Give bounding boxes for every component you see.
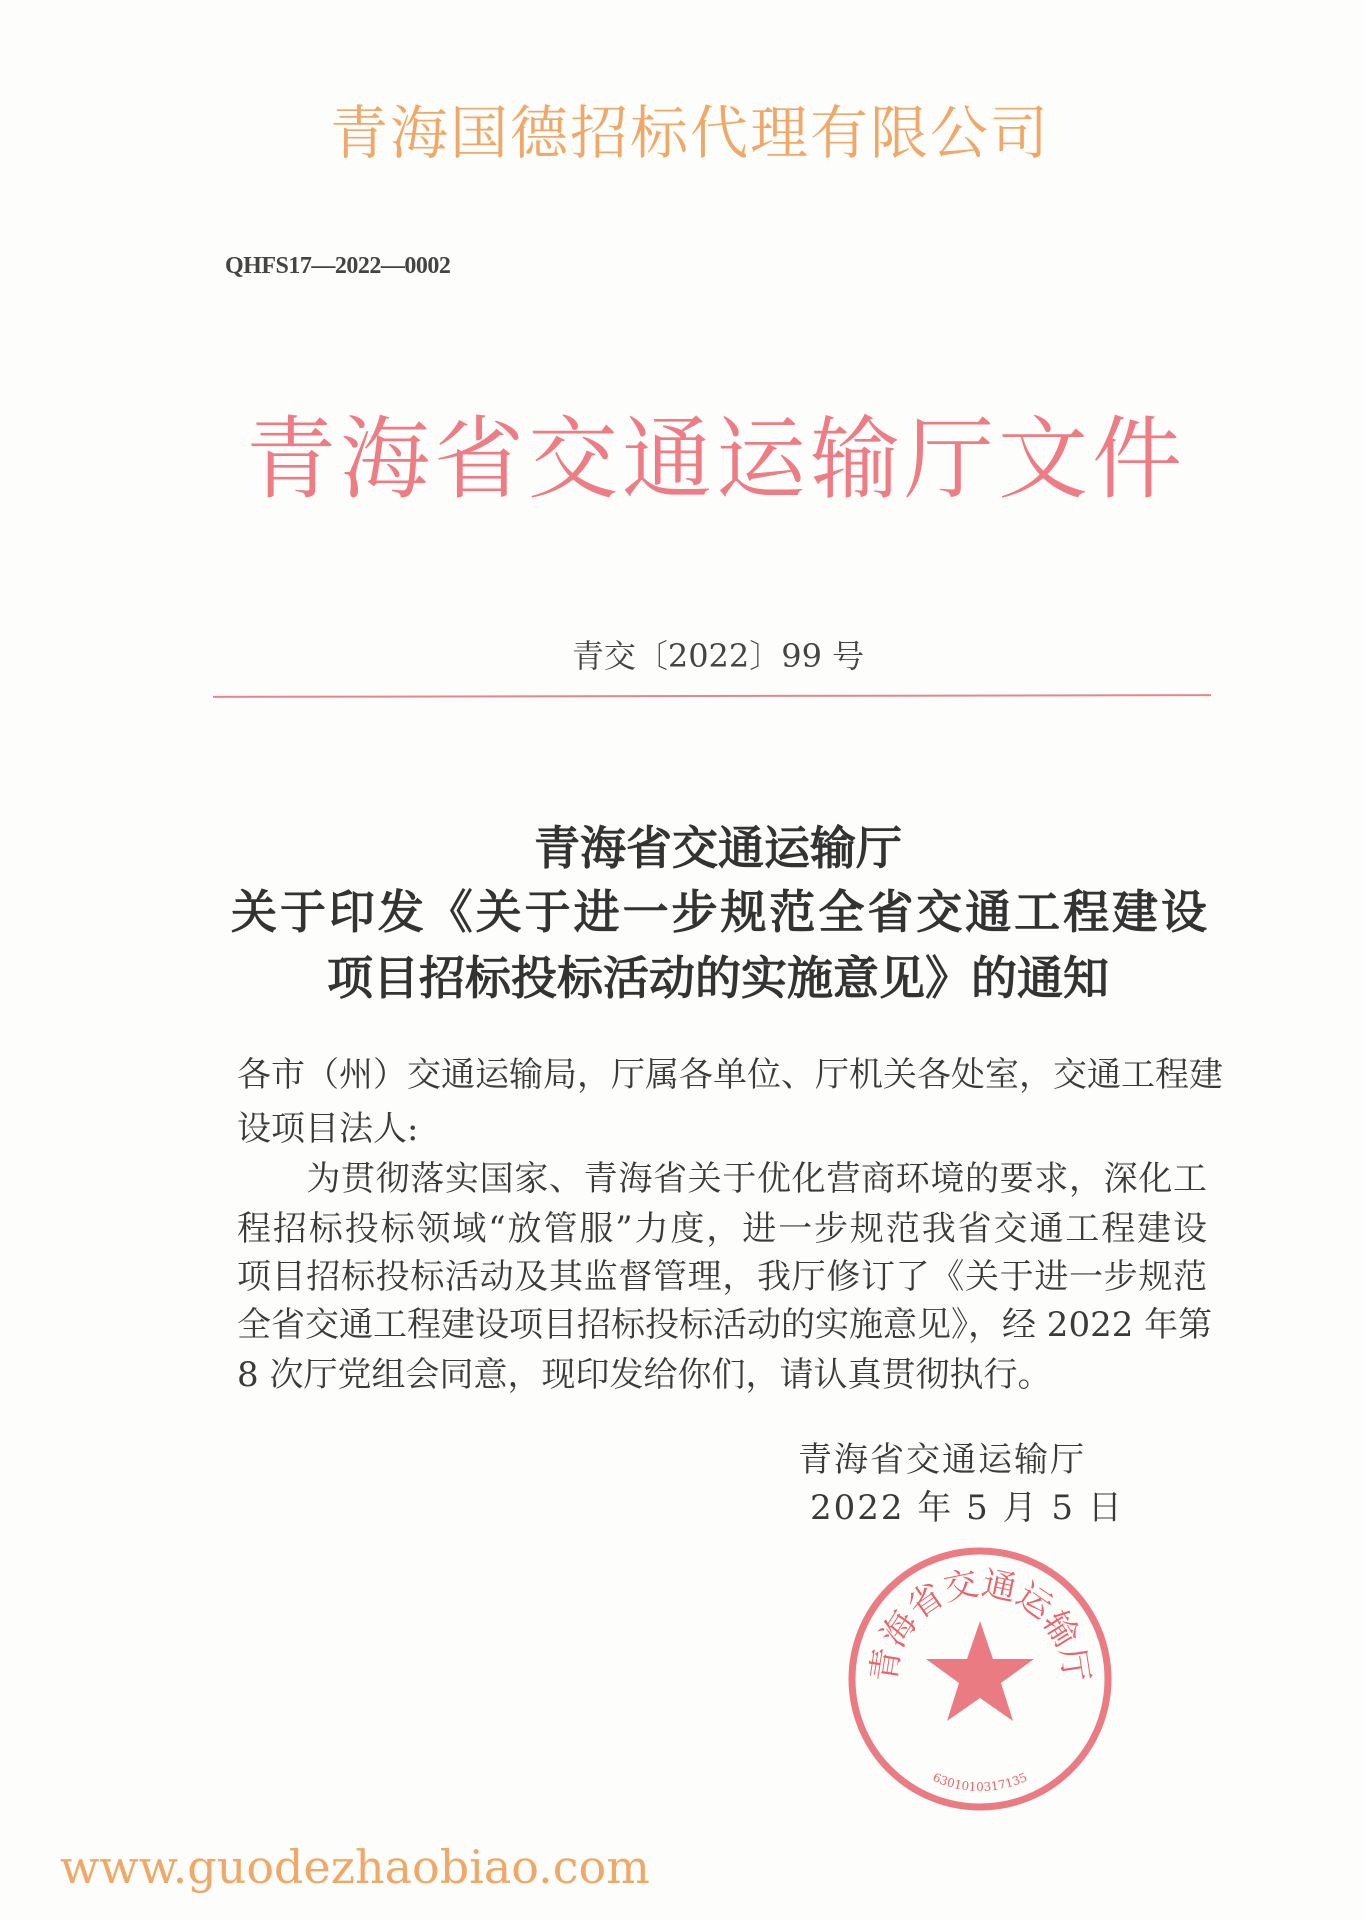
heading-line-1: 青海省交通运输厅 bbox=[534, 821, 902, 875]
seal-text: 青海省交通运输厅 bbox=[863, 1563, 1097, 1685]
body-line: 程招标投标领域“放管服”力度，进一步规范我省交通工程建设 bbox=[237, 1209, 1207, 1249]
document-code: QHFS17—2022—0002 bbox=[225, 253, 451, 279]
signature-organization: 青海省交通运输厅 bbox=[798, 1440, 1086, 1480]
svg-text:6301010317135 bbox=[931, 1770, 1030, 1794]
body-line: 8 次厅党组会同意，现印发给你们，请认真贯彻执行。 bbox=[237, 1355, 1052, 1395]
body-line: 设项目法人: bbox=[237, 1109, 419, 1149]
signature-date: 2022 年 5 月 5 日 bbox=[810, 1488, 1124, 1528]
watermark-url: www.guodezhaobiao.com bbox=[60, 1840, 650, 1894]
body-line: 项目招标投标活动及其监督管理，我厅修订了《关于进一步规范 bbox=[237, 1257, 1207, 1297]
heading-line-2: 关于印发《关于进一步规范全省交通工程建设 bbox=[231, 885, 1207, 939]
heading-line-3: 项目招标投标活动的实施意见》的通知 bbox=[327, 951, 1109, 1005]
body-line: 各市（州）交通运输局，厅属各单位、厅机关各处室，交通工程建 bbox=[237, 1055, 1223, 1095]
issuer-header: 青海省交通运输厅文件 bbox=[246, 407, 1182, 512]
body-line: 为贯彻落实国家、青海省关于优化营商环境的要求，深化工 bbox=[237, 1159, 1207, 1199]
seal-number: 6301010317135 bbox=[930, 1770, 1030, 1795]
document-number: 青交〔2022〕99 号 bbox=[571, 637, 865, 675]
star-icon bbox=[926, 1621, 1034, 1721]
official-seal bbox=[846, 1545, 1114, 1813]
watermark-company: 青海国德招标代理有限公司 bbox=[330, 99, 1051, 167]
body-line: 全省交通工程建设项目招标投标活动的实施意见》，经 2022 年第 bbox=[237, 1305, 1213, 1345]
red-divider bbox=[213, 694, 1211, 698]
